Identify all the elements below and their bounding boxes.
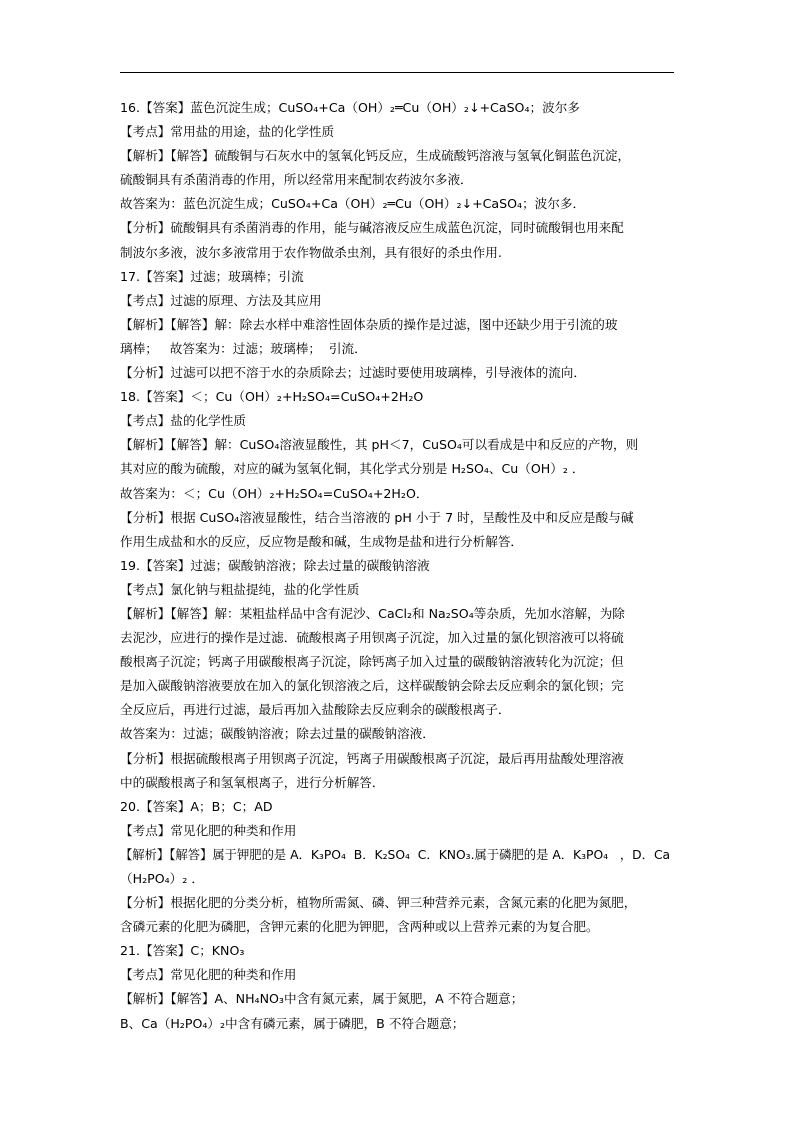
q20-summary-line-1: 【分析】根据化肥的分类分析，植物所需氮、磷、钾三种营养元素，含氮元素的化肥为氮肥， [120, 895, 637, 911]
q17-answer-line: 17.【答案】过滤；玻璃棒；引流 [120, 268, 304, 284]
q18-keypoint-line: 【考点】盐的化学性质 [120, 413, 246, 429]
q21-analysis-line-2: B、Ca（H₂PO₄）₂中含有磷元素，属于磷肥，B 不符合题意； [120, 1015, 465, 1031]
q16-analysis-line-2: 硫酸铜具有杀菌消毒的作用，所以经常用来配制农药波尔多液． [120, 172, 473, 188]
q20-analysis-line-1: 【解析】【解答】属于钾肥的是 A．K₃PO₄ B．K₂SO₄ C．KNO₃.属于磷肥的是 A．K₃PO₄ ，D．Ca [120, 847, 671, 862]
q19-analysis-line-4: 是加入碳酸钠溶液要放在加入的氯化钡溶液之后，这样碳酸钠会除去反应剩余的氯化钡；完 [120, 678, 624, 694]
q21-keypoint-line: 【考点】常见化肥的种类和作用 [120, 967, 297, 983]
q18-summary-line-2: 作用生成盐和水的反应，反应物是酸和碱，生成物是盐和进行分析解答． [120, 533, 523, 549]
q16-keypoint-line: 【考点】常用盐的用途，盐的化学性质 [120, 124, 335, 140]
q19-final-answer-line: 故答案为：过滤；碳酸钠溶液；除去过量的碳酸钠溶液． [120, 726, 435, 742]
q17-summary-line: 【分析】过滤可以把不溶于水的杂质除去；过滤时要使用玻璃棒，引导液体的流向． [120, 365, 586, 381]
q17-analysis-line-1: 【解析】【解答】解：除去水样中难溶性固体杂质的操作是过滤，图中还缺少用于引流的玻 [120, 316, 618, 332]
q20-summary-line-2: 含磷元素的化肥为磷肥，含钾元素的化肥为钾肥，含两种或以上营养元素的为复合肥。 [120, 919, 599, 935]
q19-analysis-line-2: 去泥沙，应进行的操作是过滤．硫酸根离子用钡离子沉淀，加入过量的氯化钡溶液可以将硫 [120, 630, 624, 646]
q16-summary-line-2: 制波尔多液，波尔多液常用于农作物做杀虫剂，具有很好的杀虫作用. [120, 244, 502, 260]
q21-analysis-line-1: 【解析】【解答】A、NH₄NO₃中含有氮元素，属于氮肥，A 不符合题意； [120, 991, 524, 1007]
q19-analysis-line-1: 【解析】【解答】解：某粗盐样品中含有泥沙、CaCl₂和 Na₂SO₄等杂质，先加水溶解，为除 [120, 605, 625, 621]
q18-answer-line: 18.【答案】＜；Cu（OH）₂+H₂SO₄=CuSO₄+2H₂O [120, 389, 424, 405]
q19-summary-line-1: 【分析】根据硫酸根离子用钡离子沉淀，钙离子用碳酸根离子沉淀，最后再用盐酸处理溶液 [120, 750, 624, 766]
q19-analysis-line-3: 酸根离子沉淀；钙离子用碳酸根离子沉淀，除钙离子加入过量的碳酸钠溶液转化为沉淀；但 [120, 654, 624, 670]
q18-analysis-line-1: 【解析】【解答】解：CuSO₄溶液显酸性，其 pH＜7，CuSO₄可以看成是中和反应的产物，则 [120, 437, 639, 453]
q20-analysis-line-2: （H₂PO₄）₂ ． [120, 871, 204, 886]
q19-summary-line-2: 中的碳酸根离子和氢氧根离子，进行分析解答． [120, 774, 385, 790]
q18-final-answer-line: 故答案为：＜；Cu（OH）₂+H₂SO₄=CuSO₄+2H₂O． [120, 485, 429, 501]
q17-keypoint-line: 【考点】过滤的原理、方法及其应用 [120, 292, 322, 308]
q18-summary-line-1: 【分析】根据 CuSO₄溶液显酸性，结合当溶液的 pH 小于 7 时，呈酸性及中和反应是酸与碱 [120, 509, 634, 525]
answer-text-block [120, 96, 676, 1036]
q18-analysis-line-2: 其对应的酸为硫酸，对应的碱为氢氧化铜，其化学式分别是 H₂SO₄、Cu（OH）₂ ． [120, 461, 585, 477]
q19-answer-line: 19.【答案】过滤；碳酸钠溶液；除去过量的碳酸钠溶液 [120, 557, 430, 573]
q20-keypoint-line: 【考点】常见化肥的种类和作用 [120, 822, 297, 838]
header-rule [120, 72, 674, 73]
q19-analysis-line-5: 全反应后，再进行过滤，最后再加入盐酸除去反应剩余的碳酸根离子． [120, 702, 511, 718]
q17-analysis-line-2: 璃棒； 故答案为：过滤；玻璃棒； 引流． [120, 340, 367, 356]
q19-keypoint-line: 【考点】氯化钠与粗盐提纯，盐的化学性质 [120, 581, 360, 597]
q16-final-answer-line: 故答案为：蓝色沉淀生成；CuSO₄+Ca（OH）₂═Cu（OH）₂↓+CaSO₄；波尔多． [120, 196, 586, 212]
q16-summary-line-1: 【分析】硫酸铜具有杀菌消毒的作用，能与碱溶液反应生成蓝色沉淀，同时硫酸铜也用来配 [120, 220, 624, 236]
q16-analysis-line-1: 【解析】【解答】硫酸铜与石灰水中的氢氧化钙反应，生成硫酸钙溶液与氢氧化铜蓝色沉淀， [120, 148, 631, 164]
q20-answer-line: 20.【答案】A；B；C；AD [120, 798, 273, 814]
q21-answer-line: 21.【答案】C；KNO₃ [120, 943, 245, 959]
q16-answer-line: 16.【答案】蓝色沉淀生成；CuSO₄+Ca（OH）₂═Cu（OH）₂↓+CaSO₄；波尔多 [120, 100, 580, 115]
